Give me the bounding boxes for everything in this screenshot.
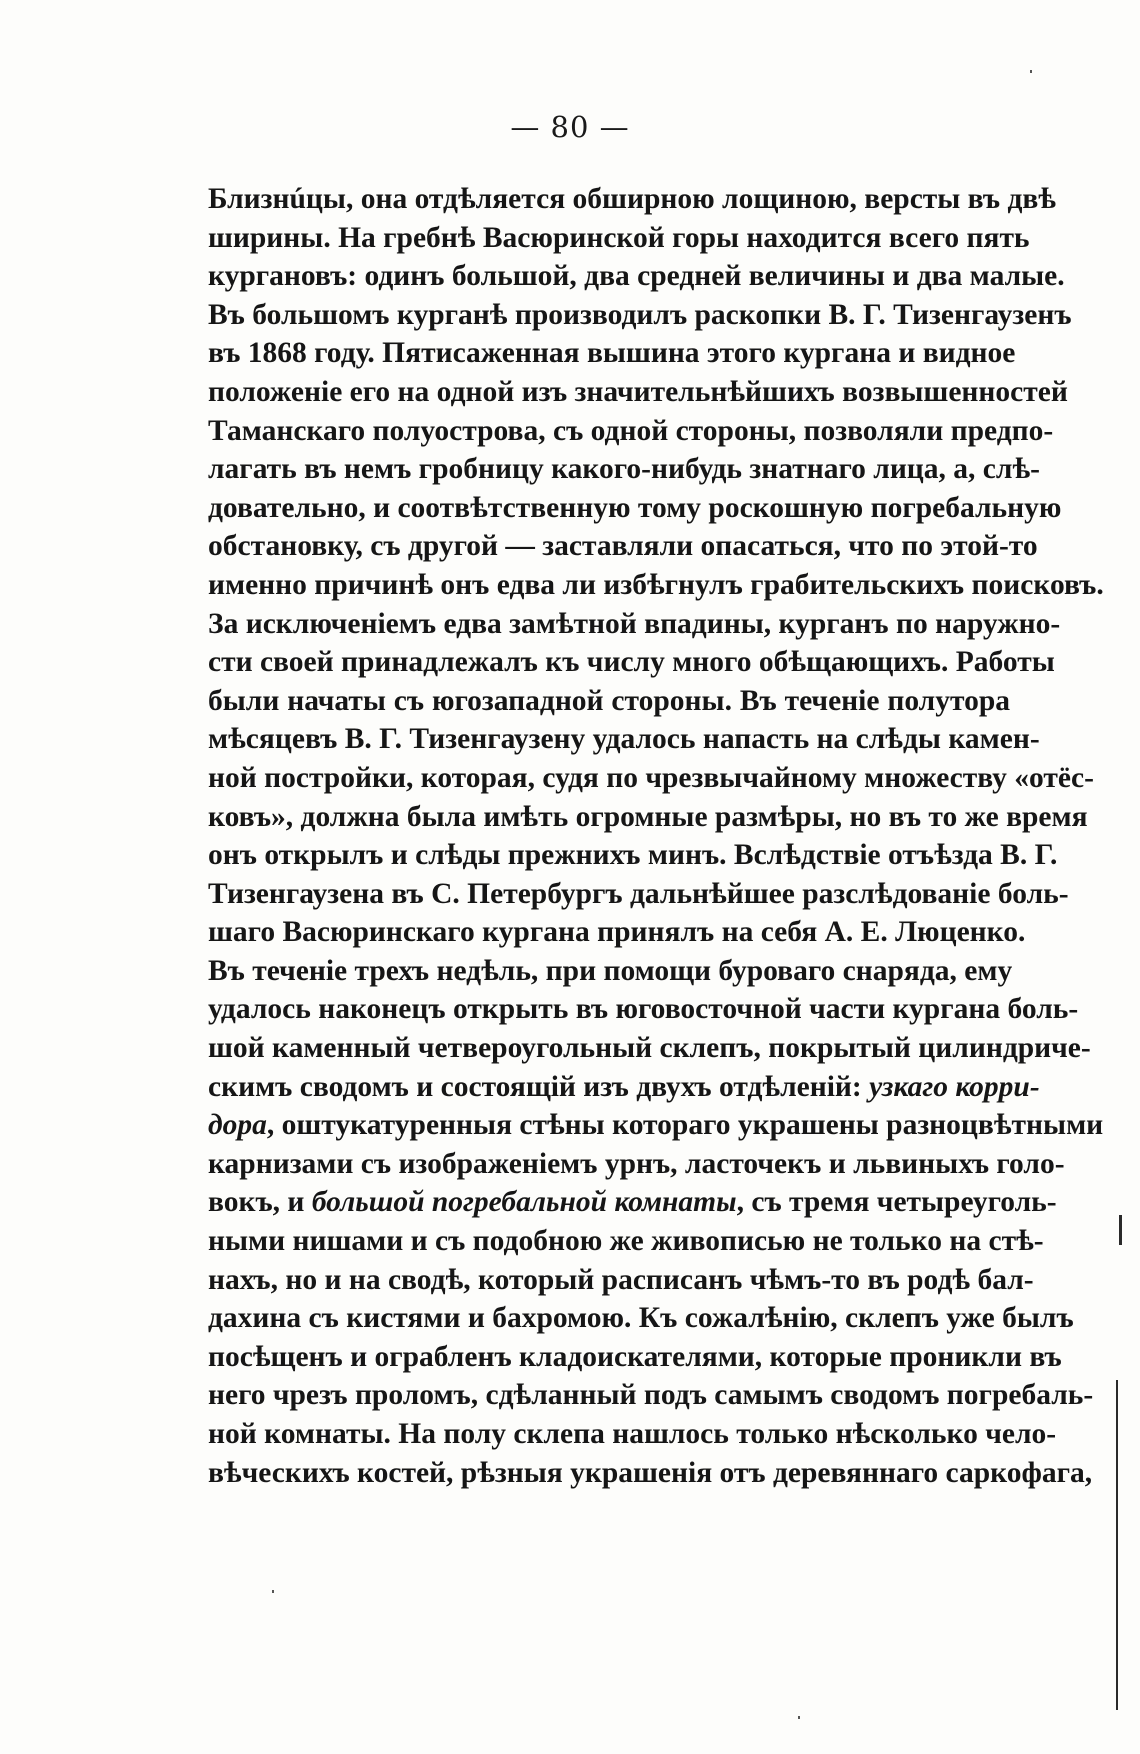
scan-speck	[1030, 70, 1032, 73]
text-line	[208, 990, 1079, 1029]
text-line	[208, 1261, 1034, 1300]
text-run: ной постройки, которая, судя по чрезвычайному множеству «отёс-	[208, 761, 1094, 794]
scan-speck	[798, 1716, 800, 1719]
page-number: — 80 —	[510, 110, 630, 144]
text-run: ной комнаты. На полу склепа нашлось только нѣсколько чело-	[208, 1418, 1057, 1450]
italic-phrase: узкаго корри-	[869, 1070, 1040, 1103]
text-line	[208, 1299, 1074, 1338]
text-line	[208, 1454, 1093, 1493]
text-run: него чрезъ проломъ, сдѣланный подъ самымъ сводомъ погребаль-	[208, 1379, 1094, 1412]
text-line	[208, 373, 1068, 412]
text-run: дахина съ кистями и бахромою. Къ сожалѣнію, склепъ уже былъ	[208, 1302, 1074, 1335]
text-run: Таманскаго полуострова, съ одной стороны, позволяли предпо-	[208, 414, 1054, 447]
body-text	[208, 180, 1104, 1492]
text-line	[208, 952, 1013, 991]
text-run: шой каменный четвероугольный склепъ, покрытый цилиндриче-	[208, 1032, 1091, 1065]
text-run: обстановку, съ другой — заставляли опасаться, что по этой-то	[208, 530, 1038, 563]
text-line	[208, 1376, 1094, 1415]
text-run: онъ открылъ и слѣды прежнихъ минъ. Вслѣдствіе отъѣзда В. Г.	[208, 839, 1058, 872]
italic-phrase: дора	[208, 1109, 267, 1142]
scan-edge-mark	[1119, 1215, 1122, 1245]
text-line	[208, 219, 1030, 258]
text-line	[208, 1338, 1062, 1377]
text-line	[208, 798, 1088, 837]
scan-speck	[272, 1590, 274, 1593]
text-line	[208, 566, 1104, 605]
text-line	[208, 180, 1057, 219]
text-run: положеніе его на одной изъ значительнѣйшихъ возвышенностей	[208, 375, 1068, 408]
text-line	[208, 720, 1040, 759]
text-run: сти своей принадлежалъ къ числу много обѣщающихъ. Работы	[208, 646, 1055, 679]
text-run: шаго Васюринскаго кургана принялъ на себя А. Е. Люценко.	[208, 916, 1026, 949]
text-run: удалось наконецъ открыть въ юговосточной части кургана боль-	[208, 993, 1079, 1026]
text-run: , съ тремя четыреуголь-	[736, 1186, 1057, 1219]
text-line	[208, 1222, 1044, 1261]
text-run: нахъ, но и на сводѣ, который расписанъ чѣмъ-то въ родѣ бал-	[208, 1263, 1034, 1296]
text-line	[208, 605, 1061, 644]
text-line	[208, 1029, 1091, 1068]
text-line	[208, 450, 1040, 489]
text-line	[208, 913, 1026, 952]
text-line	[208, 875, 1069, 914]
text-line	[208, 1106, 1104, 1145]
text-run: кургановъ: одинъ большой, два средней величины и два малые.	[208, 260, 1065, 293]
scan-edge-mark	[1116, 1380, 1118, 1710]
text-line	[208, 759, 1094, 798]
italic-phrase: большой погребальной комнаты	[311, 1186, 737, 1219]
text-run: ными нишами и съ подобною же живописью не только на стѣ-	[208, 1225, 1044, 1258]
text-line	[208, 334, 1016, 373]
text-line	[208, 1068, 1040, 1107]
text-line	[208, 1183, 1057, 1222]
text-run: ширины. На гребнѣ Васюринской горы находится всего пять	[208, 221, 1030, 254]
text-run: въ 1868 году. Пятисаженная вышина этого кургана и видное	[208, 337, 1016, 370]
text-run: За исключеніемъ едва замѣтной впадины, курганъ по наружно-	[208, 607, 1061, 640]
text-run: Тизенгаузена въ С. Петербургъ дальнѣйшее разслѣдованіе боль-	[208, 877, 1069, 910]
text-run: Въ большомъ курганѣ производилъ раскопки В. Г. Тизенгаузенъ	[208, 298, 1072, 331]
text-line	[208, 1145, 1065, 1184]
text-run: были начаты съ югозападной стороны. Въ теченіе полутора	[208, 684, 1010, 717]
text-run: вокъ, и	[208, 1186, 312, 1219]
text-line	[208, 257, 1065, 296]
text-run: лагать въ немъ гробницу какого-нибудь знатнаго лица, а, слѣ-	[208, 453, 1040, 486]
text-run: ковъ», должна была имѣть огромные размѣры, но въ то же время	[208, 800, 1088, 833]
text-line	[208, 527, 1038, 566]
text-run: карнизами съ изображеніемъ урнъ, ласточекъ и львиныхъ голо-	[208, 1147, 1065, 1180]
text-line	[208, 489, 1062, 528]
text-line	[208, 296, 1072, 335]
text-run: Близнúцы, она отдѣляется обширною лощиною, версты въ двѣ	[208, 183, 1057, 215]
text-run: скимъ сводомъ и состоящій изъ двухъ отдѣленій:	[208, 1070, 870, 1103]
text-line	[208, 682, 1010, 721]
text-run: , оштукатуренныя стѣны котораго украшены разноцвѣтными	[266, 1109, 1104, 1142]
text-run: довательно, и соотвѣтственную тому роскошную погребальную	[208, 491, 1062, 524]
text-run: вѣческихъ костей, рѣзныя украшенія отъ деревяннаго саркофага,	[208, 1456, 1093, 1489]
text-run: Въ теченіе трехъ недѣль, при помощи буроваго снаряда, ему	[208, 954, 1013, 987]
text-line	[208, 412, 1054, 451]
text-run: мѣсяцевъ В. Г. Тизенгаузену удалось напасть на слѣды камен-	[208, 723, 1040, 756]
text-line	[208, 1415, 1057, 1454]
text-line	[208, 836, 1058, 875]
text-line	[208, 643, 1055, 682]
text-run: посѣщенъ и ограбленъ кладоискателями, которые проникли въ	[208, 1340, 1062, 1373]
text-run: именно причинѣ онъ едва ли избѣгнулъ грабительскихъ поисковъ.	[208, 568, 1104, 601]
